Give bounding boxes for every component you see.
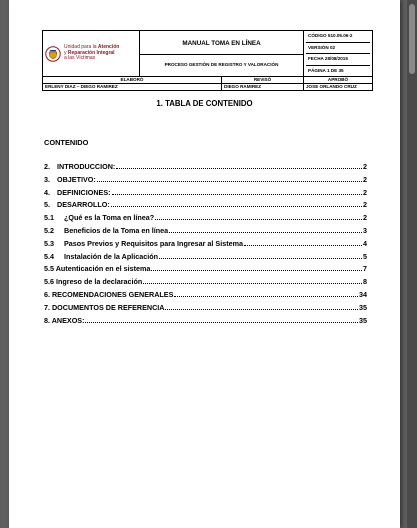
toc-dot-leader — [174, 290, 358, 297]
toc-entry[interactable] — [44, 252, 367, 265]
toc-entry-label: OBJETIVO: — [57, 174, 96, 184]
toc-dot-leader — [111, 200, 362, 207]
toc-entry[interactable] — [44, 200, 367, 213]
document-version: VERSIÓN 02 — [306, 43, 370, 55]
toc-entry-page: 2 — [363, 187, 367, 197]
toc-entry-page: 2 — [363, 174, 367, 184]
toc-entry-label: Beneficios de la Toma en línea — [64, 225, 169, 235]
toc-dot-leader — [155, 213, 362, 220]
toc-entry-number: 5. — [44, 200, 50, 210]
toc-entry-label: ¿Qué es la Toma en línea? — [64, 213, 155, 223]
elaborated-by: ERLENY DIAZ – DIEGO RAMIREZ — [43, 84, 222, 91]
approved-label: APROBÓ — [304, 77, 373, 84]
scrollbar-thumb[interactable] — [409, 4, 415, 74]
toc-entry-page: 2 — [363, 213, 367, 223]
reviewed-label: REVISÓ — [222, 77, 304, 84]
toc-entry[interactable] — [44, 162, 367, 175]
toc-entry-number: 4. — [44, 187, 50, 197]
toc-entry-page: 8 — [363, 277, 367, 287]
toc-entry-label: 6. RECOMENDACIONES GENERALES — [44, 289, 174, 299]
toc-entry-page: 4 — [363, 238, 367, 248]
toc-dot-leader — [244, 239, 362, 246]
toc-entry-label: 8. ANEXOS: — [44, 315, 85, 325]
toc-entry-label: DESARROLLO: — [57, 200, 110, 210]
toc-dot-leader — [85, 316, 358, 323]
document-header-table — [42, 30, 373, 91]
toc-entry[interactable] — [44, 264, 367, 277]
toc-entry-number: 5.2 — [44, 225, 54, 235]
toc-entry-label: Instalación de la Aplicación — [64, 251, 158, 261]
toc-entry[interactable] — [44, 213, 367, 226]
toc-list — [44, 162, 367, 328]
vertical-scrollbar[interactable] — [407, 0, 417, 528]
document-page — [9, 0, 400, 528]
document-meta — [304, 31, 373, 77]
toc-entry[interactable] — [44, 290, 367, 303]
toc-entry-label: 5.6 Ingreso de la declaración — [44, 277, 143, 287]
document-title: MANUAL TOMA EN LÍNEA — [140, 33, 303, 55]
toc-dot-leader — [151, 264, 362, 271]
toc-heading: 1. TABLA DE CONTENIDO — [156, 99, 253, 108]
toc-dot-leader — [169, 226, 362, 233]
approved-by: JOSE ORLANDO CRUZ — [304, 84, 373, 91]
toc-entry[interactable] — [44, 175, 367, 188]
reviewed-by: DIEGO RAMIREZ — [222, 84, 304, 91]
toc-entry-page: 34 — [359, 289, 367, 299]
document-code: CÓDIGO 510.05.06-2 — [306, 31, 370, 43]
toc-dot-leader — [97, 175, 362, 182]
toc-entry-label: INTRODUCCION: — [57, 162, 116, 171]
toc-entry[interactable] — [44, 316, 367, 329]
toc-dot-leader — [159, 252, 362, 259]
document-page-count: PÁGINA 1 DE 35 — [308, 67, 344, 73]
toc-entry-page: 35 — [359, 302, 367, 312]
title-cell — [140, 31, 304, 77]
toc-entry[interactable] — [44, 188, 367, 201]
toc-dot-leader — [143, 277, 362, 284]
toc-entry-page: 35 — [359, 315, 367, 325]
document-date: FECHA 28/08/2015 — [306, 54, 370, 66]
toc-entry-page: 2 — [363, 162, 367, 171]
toc-entry-number: 5.1 — [44, 213, 54, 223]
toc-entry[interactable] — [44, 239, 367, 252]
toc-entry-page: 5 — [363, 251, 367, 261]
toc-dot-leader — [116, 162, 362, 169]
elaborated-label: ELABORÓ — [43, 77, 222, 84]
toc-entry[interactable] — [44, 226, 367, 239]
toc-entry[interactable] — [44, 303, 367, 316]
coat-of-arms-icon — [45, 46, 61, 62]
contents-label: CONTENIDO — [44, 138, 89, 147]
organization-logo — [45, 45, 137, 62]
toc-entry-page: 7 — [363, 264, 367, 274]
logo-text: Unidad para la Atención y Reparación Integral a las Víctimas — [64, 44, 120, 62]
toc-entry-number: 5.3 — [44, 238, 54, 248]
toc-entry-label: 5.5 Autenticación en el sistema — [44, 264, 151, 274]
document-process: PROCESO GESTIÓN DE REGISTRO Y VALORACIÓN — [164, 61, 279, 67]
logo-cell — [43, 31, 140, 77]
toc-entry[interactable] — [44, 277, 367, 290]
toc-entry-label: DEFINICIONES: — [57, 187, 111, 197]
toc-entry-number: 2. — [44, 162, 50, 171]
toc-entry-page: 3 — [363, 225, 367, 235]
toc-entry-number: 3. — [44, 174, 50, 184]
toc-entry-number: 5.4 — [44, 251, 54, 261]
toc-entry-label: 7. DOCUMENTOS DE REFERENCIA — [44, 302, 165, 312]
toc-dot-leader — [165, 303, 358, 310]
toc-entry-page: 2 — [363, 200, 367, 210]
toc-dot-leader — [112, 188, 362, 195]
toc-entry-label: Pasos Previos y Requisitos para Ingresar al Sistema — [64, 238, 243, 248]
